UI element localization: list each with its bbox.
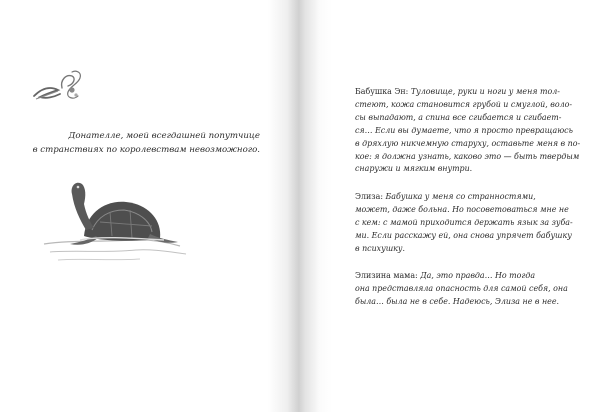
- speech-text: ся… Если вы думаете, что я просто превращаюсь: [355, 125, 573, 135]
- dialog-line: [355, 86, 595, 99]
- speech-text: сы выпадают, а спина все сгибается и сгибает-: [355, 112, 562, 122]
- dialog-line: [355, 191, 595, 204]
- dedication-line: Донателле, моей всегдашней попутчице: [68, 131, 260, 141]
- speaker-name: Бабушка Эн:: [355, 87, 409, 96]
- speech-text: Да, это правда… Но тогда: [420, 271, 536, 280]
- speech-text: ми. Если расскажу ей, она снова упрячет бабушку: [355, 230, 572, 240]
- speech-text: кое: я должна узнать, каково это — быть твердым: [355, 151, 580, 161]
- speech-text: с кем: с мамой приходится держать язык за зуба-: [355, 217, 573, 227]
- dedication-line: в странствиях по королевствам невозможного.: [32, 144, 260, 155]
- speech-text: она представляла опасность для самой себя, она: [355, 283, 568, 293]
- speech-text: Бабушка у меня со странностями,: [385, 192, 536, 201]
- right-page: [310, 0, 600, 412]
- dedication: [10, 130, 260, 157]
- speech-text: стеют, кожа становится грубой и смуглой, воло-: [355, 99, 573, 109]
- speaker-name: Элиза:: [355, 192, 383, 201]
- speech-text: Туловище, руки и ноги у меня тол-: [410, 87, 560, 96]
- ornament-icon: [28, 66, 108, 106]
- dialog-paragraph: [355, 270, 595, 309]
- speech-text: в дряхлую никчемную старуху, оставьте меня в по-: [355, 138, 581, 148]
- dialog-paragraph: [355, 86, 595, 176]
- speech-text: снаружи и мягким внутри.: [355, 164, 473, 174]
- speaker-name: Элизина мама:: [355, 271, 418, 280]
- dialog-paragraph: [355, 191, 595, 256]
- speech-text: может, даже больна. Но посоветоваться мне не: [355, 204, 569, 214]
- speech-text: была… была не в себе. Надеюсь, Элиза не в нее.: [355, 296, 560, 306]
- dialog-line: [355, 270, 595, 283]
- turtle-illustration: [40, 170, 190, 272]
- speech-text: в психушку.: [355, 243, 405, 253]
- left-page: [0, 0, 290, 412]
